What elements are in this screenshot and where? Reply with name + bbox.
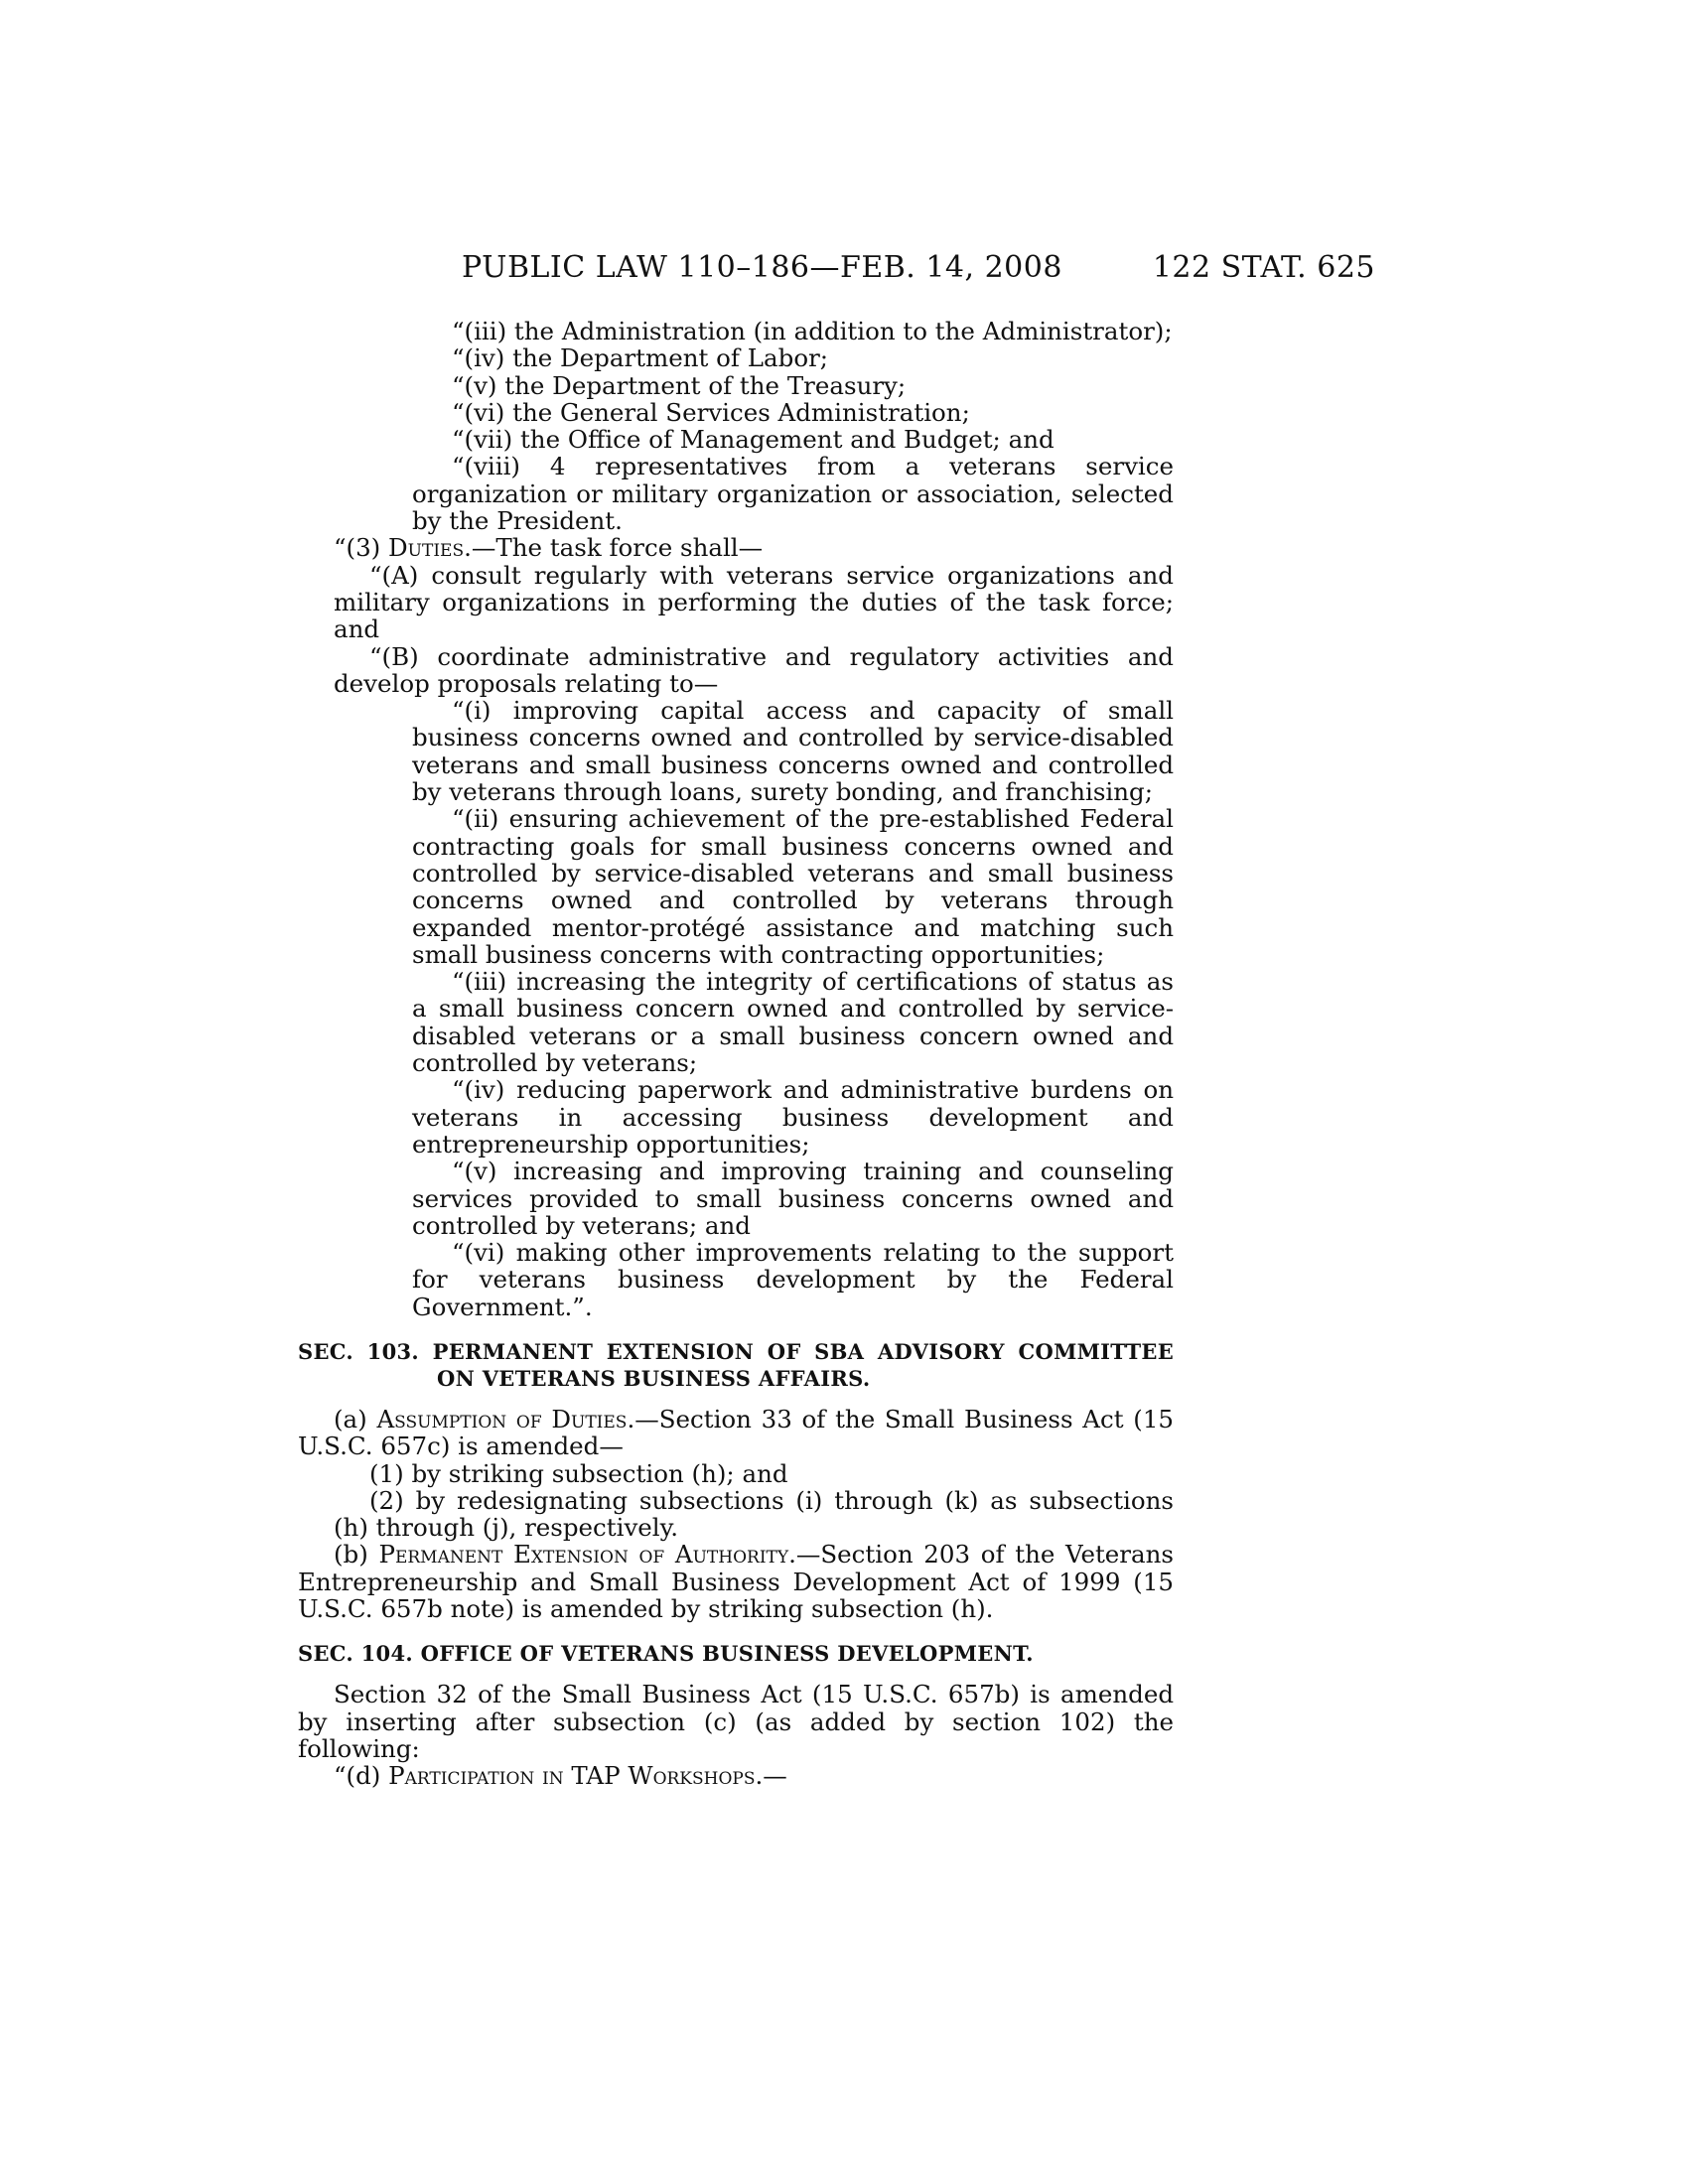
- section-104-heading: SEC. 104. OFFICE OF VETERANS BUSINESS DEVELOPMENT.: [298, 1641, 1034, 1667]
- paragraph-duties: “(3) Duties.—The task force shall—: [334, 533, 764, 563]
- section-103-subsection-a: (a) Assumption of Duties.—Section 33 of the Small Business Act (15 U.S.C. 657c) is amended—: [298, 1404, 1174, 1461]
- page-citation: 122 STAT. 625: [1152, 250, 1375, 285]
- proposal-iv: “(iv) reducing paperwork and administrative burdens on veterans in accessing business development and entrepreneurship opportunities;: [412, 1075, 1174, 1159]
- section-103-a2: (2) by redesignating subsections (i) through (k) as subsections (h) through (j), respectively.: [334, 1485, 1174, 1543]
- proposal-v: “(v) increasing and improving training and counseling services provided to small business concerns owned and controlled by veterans; and: [412, 1157, 1174, 1240]
- proposal-vi: “(vi) making other improvements relating to the support for veterans business development by the Federal Government.”.: [412, 1238, 1174, 1321]
- clause-iii-administration: “(iii) the Administration (in addition to the Administrator);: [452, 317, 1173, 345]
- section-104-text: Section 32 of the Small Business Act (15 U.S.C. 657b) is amended by inserting after subsection (c) (as added by section 102) the following:: [298, 1680, 1174, 1763]
- section-103-a1: (1) by striking subsection (h); and: [369, 1458, 788, 1488]
- section-104-subsection-d: “(d) Participation in TAP Workshops.—: [334, 1761, 787, 1791]
- duties-heading: Duties: [388, 533, 465, 563]
- clause-viii-representatives: “(viii) 4 representatives from a veterans service organization or military organization or association, selected by the President.: [412, 452, 1174, 536]
- page-header: [462, 250, 1375, 290]
- document-body: [298, 318, 1174, 1790]
- clause-vii-omb: “(vii) the Office of Management and Budget; and: [452, 425, 1055, 455]
- tap-heading: Participation in TAP Workshops: [388, 1761, 756, 1791]
- extension-heading: Permanent Extension of Authority: [378, 1540, 789, 1570]
- assumption-heading: Assumption of Duties: [376, 1404, 628, 1433]
- section-103-heading: SEC. 103. PERMANENT EXTENSION OF SBA ADVISORY COMMITTEE ON VETERANS BUSINESS AFFAIRS.: [298, 1338, 1174, 1391]
- clause-v-treasury: “(v) the Department of the Treasury;: [452, 370, 907, 400]
- clause-vi-gsa: “(vi) the General Services Administration;: [452, 397, 970, 427]
- section-103-subsection-b: (b) Permanent Extension of Authority.—Section 203 of the Veterans Entrepreneurship and Small Business Development Act of 1999 (15 U.S.C. 657b note) is amended by striking subsection (h).: [298, 1540, 1174, 1624]
- proposal-ii: “(ii) ensuring achievement of the pre-established Federal contracting goals for small business concerns owned and controlled by service-disabled veterans and small business concerns owned and controlled by veterans through expanded mentor-protégé assistance and matching such small business concerns with contracting opportunities;: [412, 804, 1174, 969]
- proposal-i: “(i) improving capital access and capacity of small business concerns owned and controlled by service-disabled veterans and small business concerns owned and controlled by veterans through loans, surety bonding, and franchising;: [412, 696, 1174, 807]
- proposal-iii: “(iii) increasing the integrity of certifications of status as a small business concern owned and controlled by service-disabled veterans or a small business concern owned and controlled by veterans;: [412, 967, 1174, 1078]
- subparagraph-a-consult: “(A) consult regularly with veterans service organizations and military organizations in performing the duties of the task force; and: [334, 560, 1174, 644]
- subparagraph-b-coordinate: “(B) coordinate administrative and regulatory activities and develop proposals relating to—: [334, 641, 1174, 698]
- clause-iv-labor: “(iv) the Department of Labor;: [452, 343, 829, 373]
- running-head: PUBLIC LAW 110–186—FEB. 14, 2008: [462, 250, 1062, 285]
